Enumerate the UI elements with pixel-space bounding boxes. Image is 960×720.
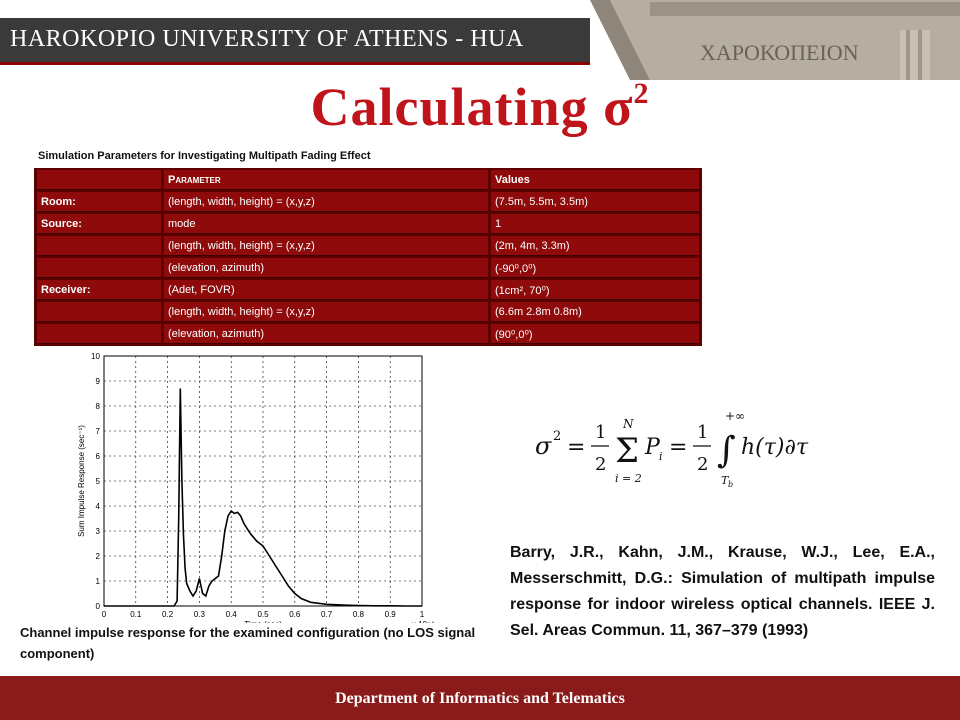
table-cell [37,236,161,256]
x-tick-label: 0.7 [321,610,333,619]
table-header-parameter: Parameter [164,170,488,190]
table-cell [37,324,161,344]
svg-text:2: 2 [595,454,607,475]
x-tick-label: 0.3 [193,610,205,619]
svg-text:σ: σ [535,432,552,460]
university-name: HAROKOPIO UNIVERSITY OF ATHENS - HUA [10,26,524,52]
table-cell: (length, width, height) = (x,y,z) [164,192,488,212]
y-axis-label: Sum Impulse Response (sec⁻¹) [77,425,86,537]
building-inscription: ΧΑΡΟΚΟΠΕΙΟΝ [700,40,859,65]
building-image [590,0,960,80]
svg-text:+∞: +∞ [725,409,746,423]
table-row [37,280,699,300]
table-cell [37,258,161,278]
table-cell: (elevation, azimuth) [164,324,488,344]
table-cell: Source: [37,214,161,234]
x-tick-label: 0.6 [289,610,301,619]
table-cell [37,302,161,322]
svg-text:2: 2 [553,429,562,444]
y-tick-label: 9 [95,377,100,386]
table-cell: (90⁰,0⁰) [491,324,699,344]
table-row [37,324,699,344]
x-tick-label: 0.4 [225,610,237,619]
y-tick-label: 1 [95,577,100,586]
table-cell: Room: [37,192,161,212]
reference-citation: Barry, J.R., Kahn, J.M., Krause, W.J., Lee, E.A., Messerschmitt, D.G.: Simulation of multipath impulse response for indoor wireless optical channels. IEEE J. Sel. Areas Commun. 11, 367–379 (1993) [510,544,935,639]
y-tick-label: 8 [95,402,100,411]
table-caption: Simulation Parameters for Investigating Multipath Fading Effect [38,150,371,162]
x-tick-label: 0.9 [384,610,396,619]
svg-text:1: 1 [697,422,709,443]
svg-text:i: i [659,450,663,463]
table-cell: 1 [491,214,699,234]
table-cell: mode [164,214,488,234]
y-tick-label: 7 [95,427,100,436]
y-tick-label: 3 [95,527,100,536]
chart-caption: Channel impulse response for the examined configuration (no LOS signal component) [20,625,476,661]
slide-title-text: Calculating σ [310,77,634,137]
svg-text:P: P [645,435,660,460]
table-header-values: Values [491,170,699,190]
x-tick-label: 0.8 [352,610,364,619]
table-cell: (Adet, FOVR) [164,280,488,300]
table-cell: (7.5m, 5.5m, 3.5m) [491,192,699,212]
svg-text:=: = [669,435,688,460]
table-cell: (1cm², 70⁰) [491,280,699,300]
table-cell: Receiver: [37,280,161,300]
svg-text:∫: ∫ [717,430,736,471]
table-row [37,258,699,278]
chart-svg [70,348,440,623]
header-rule [0,62,640,65]
svg-text:i = 2: i = 2 [615,472,642,485]
svg-text:1: 1 [595,422,607,443]
y-tick-label: 10 [91,352,100,361]
table-cell: (6.6m 2.8m 0.8m) [491,302,699,322]
parameters-table [34,168,702,346]
y-tick-label: 0 [95,602,100,611]
x-tick-label: 1 [419,610,425,619]
x-tick-label: 0.1 [130,610,142,619]
svg-text:=: = [567,435,586,460]
y-tick-label: 5 [95,477,100,486]
y-tick-label: 4 [95,502,100,511]
svg-text:N: N [623,417,634,431]
table-row [37,214,699,234]
svg-text:2: 2 [697,454,709,475]
table-row [37,192,699,212]
svg-text:b: b [728,480,734,488]
department-name: Department of Informatics and Telematics [335,690,625,707]
table-cell: (2m, 4m, 3.3m) [491,236,699,256]
table-cell: (length, width, height) = (x,y,z) [164,302,488,322]
impulse-response-chart [70,348,440,623]
x-tick-label: 0.2 [162,610,174,619]
svg-text:Σ: Σ [615,431,640,471]
y-tick-label: 6 [95,452,100,461]
y-tick-label: 2 [95,552,100,561]
table-row [37,302,699,322]
table-cell: (elevation, azimuth) [164,258,488,278]
x-tick-label: 0.5 [257,610,269,619]
table-cell: (length, width, height) = (x,y,z) [164,236,488,256]
table-header-row [37,170,699,190]
svg-text:T: T [721,474,729,487]
slide-title [0,76,960,138]
x-tick-label: 0 [101,610,107,619]
table-header-cell [37,170,161,190]
table-row [37,236,699,256]
table-cell: (-90⁰,0⁰) [491,258,699,278]
svg-text:h(τ)∂τ: h(τ)∂τ [741,435,809,460]
sigma-squared-formula [535,408,835,488]
slide-title-superscript: 2 [633,77,650,110]
